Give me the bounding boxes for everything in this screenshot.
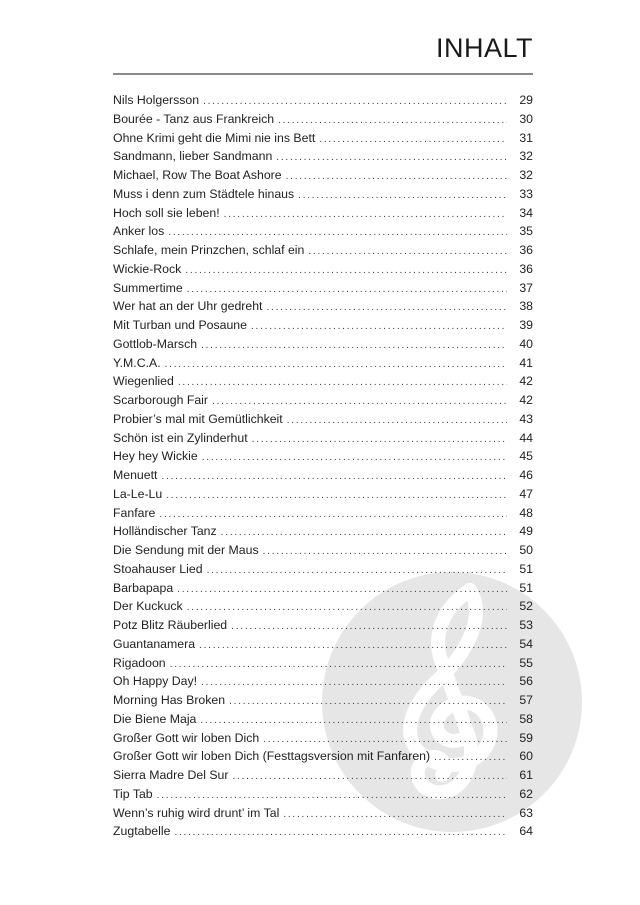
toc-entry-page: 43 [519, 411, 533, 426]
dot-leader [185, 262, 507, 279]
toc-entry[interactable] [113, 785, 533, 804]
toc-entry-title: Nils Holgersson [113, 93, 200, 107]
toc-entry[interactable] [113, 166, 533, 185]
toc-entry-title: Wer hat an der Uhr gedreht [113, 299, 263, 314]
toc-entry-page: 54 [519, 636, 533, 651]
toc-entry-page: 61 [519, 768, 533, 782]
toc-entry-page: 41 [519, 355, 533, 370]
toc-entry[interactable] [113, 147, 533, 166]
toc-entry-page: 57 [519, 693, 533, 707]
toc-entry[interactable] [113, 822, 533, 841]
toc-entry-title: Mit Turban und Posaune [113, 318, 247, 332]
toc-entry-page: 32 [519, 168, 533, 182]
toc-entry[interactable] [113, 260, 533, 279]
toc-entry-title: Morning Has Broken [113, 693, 226, 707]
toc-entry-page: 51 [519, 580, 533, 595]
toc-entry-page: 31 [519, 130, 533, 145]
toc-entry-page: 45 [519, 449, 533, 464]
toc-entry[interactable] [113, 222, 533, 241]
toc-entry-page: 55 [519, 655, 533, 670]
toc-entry[interactable] [113, 279, 533, 298]
toc-entry-title: Fanfare [113, 505, 156, 520]
toc-entry-page: 33 [519, 186, 533, 201]
toc-entry-page: 35 [519, 224, 533, 239]
dot-leader [276, 149, 507, 166]
toc-entry[interactable] [113, 316, 533, 335]
toc-entry[interactable] [113, 204, 533, 223]
dot-leader [201, 674, 507, 691]
dot-leader [263, 731, 507, 748]
toc-entry[interactable] [113, 485, 533, 504]
toc-entry[interactable] [113, 710, 533, 729]
dot-leader [165, 356, 507, 373]
dot-leader [251, 318, 507, 335]
toc-entry-title: Potz Blitz Räuberlied [113, 618, 228, 632]
toc-entry[interactable] [113, 522, 533, 541]
dot-leader [287, 412, 507, 429]
toc-entry[interactable] [113, 335, 533, 354]
toc-entry-page: 52 [519, 599, 533, 614]
toc-entry-page: 60 [519, 749, 533, 764]
toc-entry-page: 42 [519, 393, 533, 407]
toc-entry-page: 56 [519, 674, 533, 689]
dot-leader [187, 599, 507, 616]
toc-entry[interactable] [113, 91, 533, 110]
toc-entry-page: 29 [519, 93, 533, 107]
dot-leader [252, 431, 507, 448]
toc-entry[interactable] [113, 110, 533, 129]
toc-entry-page: 36 [519, 261, 533, 276]
dot-leader [298, 187, 507, 204]
toc-entry[interactable] [113, 560, 533, 579]
toc-entry-title: Großer Gott wir loben Dich (Festtagsversion mit Fanfaren) [113, 749, 431, 764]
toc-entry-title: Ohne Krimi geht die Mimi nie ins Bett [113, 130, 316, 145]
toc-entry[interactable] [113, 129, 533, 148]
toc-entry-page: 48 [519, 505, 533, 520]
toc-entry-title: Anker los [113, 224, 165, 239]
dot-leader [266, 299, 507, 316]
dot-leader [221, 524, 507, 541]
toc-entry[interactable] [113, 354, 533, 373]
toc-entry-page: 44 [519, 430, 533, 445]
toc-entry[interactable] [113, 391, 533, 410]
toc-entry-page: 63 [519, 805, 533, 820]
toc-entry-page: 64 [519, 824, 533, 839]
dot-leader [166, 487, 507, 504]
dot-leader [263, 543, 507, 560]
dot-leader [203, 93, 507, 110]
dot-leader [177, 581, 507, 598]
dot-leader [231, 618, 507, 635]
toc-entry-page: 40 [519, 336, 533, 351]
toc-entry-title: Holländischer Tanz [113, 524, 217, 539]
toc-entry[interactable] [113, 654, 533, 673]
dot-leader [283, 806, 507, 823]
toc-entry-title: Die Sendung mit der Maus [113, 543, 259, 557]
toc-entry-title: Der Kuckuck [113, 599, 183, 614]
toc-entry[interactable] [113, 597, 533, 616]
toc-entry-page: 49 [519, 524, 533, 539]
toc-entry[interactable] [113, 616, 533, 635]
dot-leader [187, 281, 507, 298]
toc-entry-title: Scarborough Fair [113, 393, 209, 407]
toc-entry-title: Bourée - Tanz aus Frankreich [113, 111, 275, 126]
dot-leader [233, 768, 508, 785]
toc-entry-title: Schön ist ein Zylinderhut [113, 430, 248, 445]
toc-entry-title: Sierra Madre Del Sur [113, 768, 229, 782]
toc-entry-page: 30 [519, 111, 533, 126]
toc-entry[interactable] [113, 429, 533, 448]
toc-entry[interactable] [113, 691, 533, 710]
dot-leader [200, 712, 507, 729]
toc-entry-title: Guantanamera [113, 636, 196, 651]
dot-leader [168, 224, 507, 241]
dot-leader [308, 243, 507, 260]
toc-entry-page: 59 [519, 730, 533, 745]
toc-entry-page: 34 [519, 205, 533, 220]
toc-entry-title: Zugtabelle [113, 824, 171, 839]
dot-leader [174, 824, 507, 841]
toc-entry-page: 36 [519, 243, 533, 257]
toc-entry[interactable] [113, 747, 533, 766]
toc-entry-page: 58 [519, 711, 533, 726]
toc-entry[interactable] [113, 466, 533, 485]
toc-entry-title: Barbapapa [113, 580, 174, 595]
toc-entry[interactable] [113, 635, 533, 654]
toc-entry-page: 46 [519, 468, 533, 482]
toc-entry-page: 39 [519, 318, 533, 332]
toc-entry[interactable] [113, 447, 533, 466]
toc-entry-page: 47 [519, 486, 533, 501]
toc-entry[interactable] [113, 410, 533, 429]
toc-entry[interactable] [113, 241, 533, 260]
toc-entry[interactable] [113, 541, 533, 560]
toc-entry-title: Schlafe, mein Prinzchen, schlaf ein [113, 243, 305, 257]
toc-entry-title: Tip Tab [113, 786, 153, 801]
toc-entry-title: Probier’s mal mit Gemütlichkeit [113, 411, 283, 426]
dot-leader [157, 787, 507, 804]
dot-leader [212, 393, 507, 410]
toc-entry-title: Die Biene Maja [113, 711, 197, 726]
dot-leader [161, 468, 507, 485]
toc-entry-title: Wickie-Rock [113, 261, 182, 276]
toc-entry[interactable] [113, 297, 533, 316]
toc-entry-title: Oh Happy Day! [113, 674, 198, 689]
toc-entry-title: Summertime [113, 280, 183, 295]
toc-entry[interactable] [113, 804, 533, 823]
toc-entry-page: 32 [519, 149, 533, 164]
toc-entry-title: Stoahauser Lied [113, 561, 203, 576]
dot-leader [201, 337, 507, 354]
toc-entry-title: La-Le-Lu [113, 486, 163, 501]
toc-entry-title: Wenn’s ruhig wird drunt’ im Tal [113, 805, 280, 820]
toc-entry-page: 50 [519, 543, 533, 557]
toc-entry[interactable] [113, 579, 533, 598]
toc-entry-page: 38 [519, 299, 533, 314]
dot-leader [207, 562, 507, 579]
toc-entry-page: 37 [519, 280, 533, 295]
toc-entry-page: 62 [519, 786, 533, 801]
toc-entry-title: Wiegenlied [113, 374, 174, 389]
toc-entry[interactable] [113, 766, 533, 785]
toc-entry[interactable] [113, 729, 533, 748]
toc-entry-title: Sandmann, lieber Sandmann [113, 149, 273, 164]
dot-leader [170, 656, 507, 673]
dot-leader [159, 506, 507, 523]
toc-entry-page: 42 [519, 374, 533, 389]
dot-leader [434, 749, 507, 766]
toc-entry-title: Y.M.C.A. [113, 355, 161, 370]
page-title: INHALT [435, 33, 533, 63]
toc-entry-title: Muss i denn zum Städtele hinaus [113, 186, 295, 201]
toc-entry-title: Gottlob-Marsch [113, 336, 198, 351]
toc-entry[interactable] [113, 372, 533, 391]
toc-entry-title: Rigadoon [113, 655, 166, 670]
toc-entry-page: 51 [519, 561, 533, 576]
dot-leader [278, 112, 507, 129]
dot-leader [229, 693, 507, 710]
title-divider [113, 73, 533, 75]
toc-entry[interactable] [113, 672, 533, 691]
toc-entry-title: Großer Gott wir loben Dich [113, 730, 260, 745]
toc-entry-title: Michael, Row The Boat Ashore [113, 168, 282, 182]
dot-leader [319, 131, 507, 148]
dot-leader [199, 637, 507, 654]
dot-leader [224, 206, 507, 223]
toc-entry[interactable] [113, 185, 533, 204]
toc-entry-page: 53 [519, 618, 533, 632]
toc-entry-title: Hey hey Wickie [113, 449, 198, 464]
dot-leader [202, 449, 507, 466]
toc-entry[interactable] [113, 504, 533, 523]
table-of-contents [113, 91, 533, 841]
toc-entry-title: Menuett [113, 468, 158, 482]
toc-entry-title: Hoch soll sie leben! [113, 205, 220, 220]
dot-leader [286, 168, 507, 185]
dot-leader [178, 374, 507, 391]
